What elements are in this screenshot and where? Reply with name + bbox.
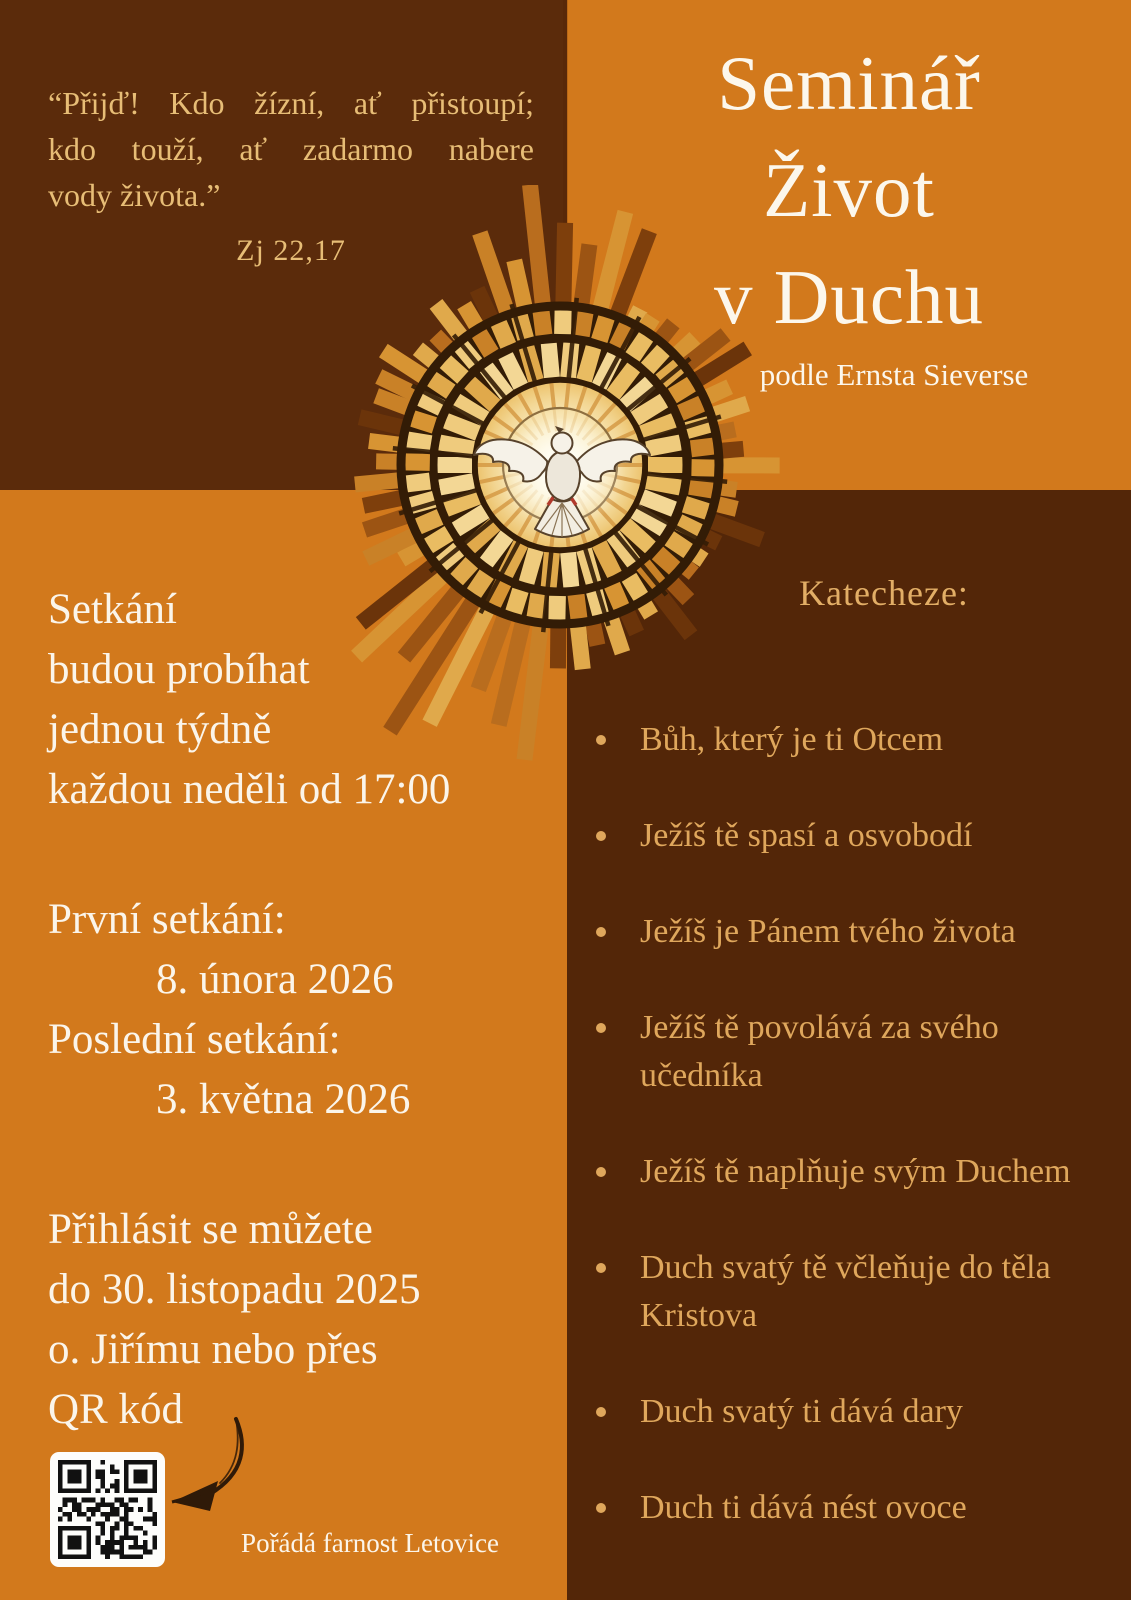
first-meeting-label: První setkání: [48,896,286,943]
bullet-icon [596,1503,606,1513]
list-item-text: Duch svatý tě včleňuje do těla Kristova [640,1249,1051,1334]
list-item [596,1484,1074,1532]
title-subtitle: podle Ernsta Sieverse [759,357,1029,392]
first-meeting-date: 8. února 2026 [156,956,394,1003]
qr-code [50,1452,165,1567]
list-item-text: Ježíš tě naplňuje svým Duchem [640,1153,1071,1190]
bullet-icon [596,1407,606,1417]
list-item-text: Duch svatý ti dává dary [640,1393,963,1430]
registration-line: o. Jiřímu nebo přes [48,1326,378,1373]
bullet-icon [596,1263,606,1273]
bullet-icon [596,735,606,745]
bullet-icon [596,927,606,937]
meeting-dates [48,890,410,1130]
list-item-text: Ježíš tě povolává za svého učedníka [640,1009,999,1094]
quote-line: vody života.” [48,177,221,213]
bible-quote [48,80,534,274]
last-meeting-date: 3. května 2026 [156,1076,411,1123]
quote-line: “Přijď! Kdo žízní, ať přistoupí; [48,85,534,121]
quote-reference: Zj 22,17 [236,234,346,267]
title-line: Život [763,147,935,233]
list-item [596,812,1074,860]
hand-drawn-arrow-icon [160,1405,255,1520]
list-item [596,1148,1074,1196]
bullet-icon [596,1167,606,1177]
registration-line: Přihlásit se můžete [48,1206,373,1253]
bullet-icon [596,1023,606,1033]
list-item-text: Duch ti dává nést ovoce [640,1489,967,1526]
list-item [596,1244,1074,1340]
schedule-line: jednou týdně [48,706,272,753]
list-item [596,1388,1074,1436]
title-line: Seminář [717,40,981,126]
list-item [596,716,1074,764]
registration-info [48,1200,421,1440]
list-item-text: Bůh, který je ti Otcem [640,721,944,758]
katecheze-list [596,716,1074,1580]
list-item-text: Ježíš je Pánem tvého života [640,913,1016,950]
meeting-schedule [48,580,450,820]
list-item [596,1004,1074,1100]
schedule-line: každou neděli od 17:00 [48,766,451,813]
last-meeting-label: Poslední setkání: [48,1016,341,1063]
list-item [596,908,1074,956]
registration-line: do 30. listopadu 2025 [48,1266,421,1313]
registration-line: QR kód [48,1386,183,1433]
quote-line: kdo touží, ať zadarmo nabere [48,131,534,167]
poster-title [567,30,1131,393]
katecheze-heading: Katecheze: [799,573,969,613]
schedule-line: budou probíhat [48,646,310,693]
title-line: v Duchu [713,254,985,340]
organizer-footer: Pořádá farnost Letovice [241,1528,499,1558]
list-item-text: Ježíš tě spasí a osvobodí [640,817,973,854]
bullet-icon [596,831,606,841]
schedule-line: Setkání [48,586,177,633]
